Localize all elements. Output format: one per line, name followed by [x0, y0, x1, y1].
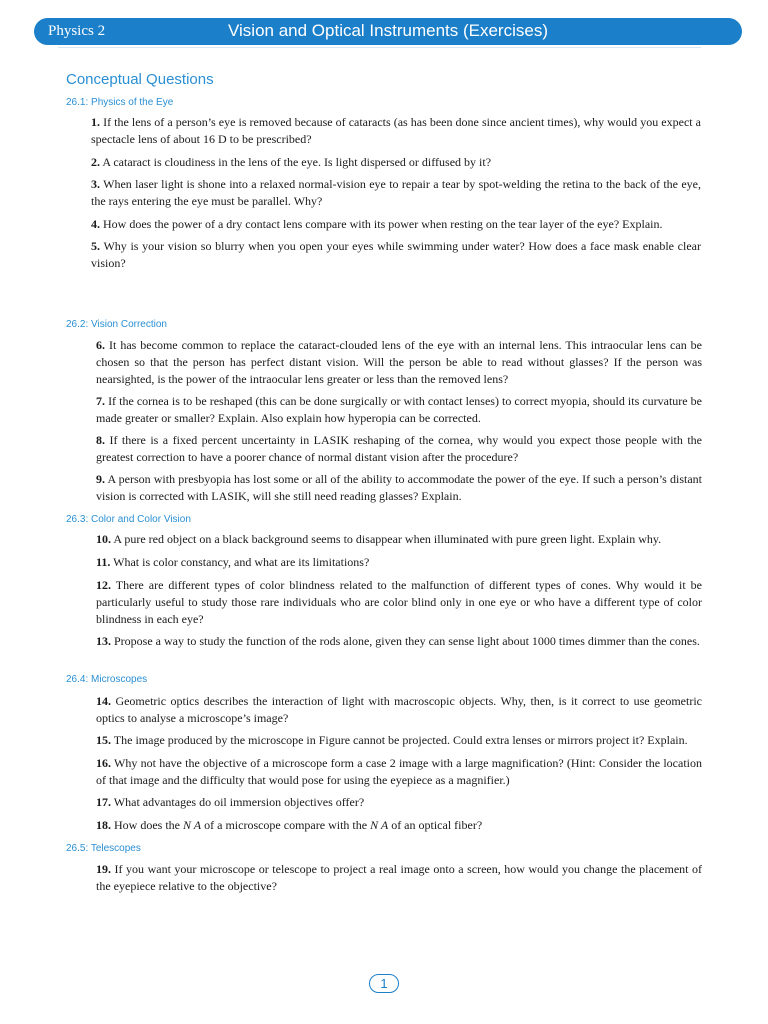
- question-number: 8.: [96, 433, 105, 447]
- question-number: 10.: [96, 532, 111, 546]
- question-13: [96, 633, 702, 650]
- question-number: 19.: [96, 862, 111, 876]
- question-text: A person with presbyopia has lost some or all of the ability to accommodate the power of the eye. If such a person’s distant vision is corrected with LASIK, will she still need reading glasses? Explain.: [96, 472, 702, 503]
- question-11: [96, 554, 702, 571]
- question-18: [96, 817, 702, 834]
- question-number: 18.: [96, 818, 111, 832]
- subsection-heading: 26.1: Physics of the Eye: [66, 97, 174, 108]
- question-19: [96, 861, 702, 895]
- question-text: If the lens of a person’s eye is removed because of cataracts (as has been done since ancient times), why would you expect a spectacle lens of about 16 D to be prescribed?: [91, 115, 702, 146]
- question-text: What is color constancy, and what are its limitations?: [113, 555, 370, 569]
- question-text: How does the: [114, 818, 183, 832]
- question-text: Why is your vision so blurry when you open your eyes while swimming under water? How does a face mask enable clear vision?: [91, 239, 701, 270]
- numerical-aperture-symbol: N A: [370, 818, 389, 832]
- question-text: How does the power of a dry contact lens compare with its power when resting on the tear layer of the eye? Explain.: [103, 217, 663, 231]
- page-number: 1: [369, 974, 399, 993]
- question-14: [96, 693, 702, 727]
- question-number: 4.: [91, 217, 100, 231]
- question-number: 12.: [96, 578, 111, 592]
- question-text: Geometric optics describes the interaction of light with macroscopic objects. Why, then, is it correct to use geometric optics to analyse a microscope’s image?: [96, 694, 702, 725]
- question-8: [96, 432, 702, 466]
- question-6: [96, 337, 702, 388]
- question-number: 14.: [96, 694, 111, 708]
- question-1: [91, 114, 701, 148]
- question-text: When laser light is shone into a relaxed normal-vision eye to repair a tear by spot-welding the retina to the back of the eye, the rays entering the eye must be parallel. Why?: [91, 177, 701, 208]
- question-text: If you want your microscope or telescope to project a real image onto a screen, how would you change the placement of the eyepiece relative to the objective?: [96, 862, 702, 893]
- question-2: [91, 154, 701, 171]
- question-12: [96, 577, 702, 628]
- question-number: 17.: [96, 795, 111, 809]
- question-text: If there is a fixed percent uncertainty in LASIK reshaping of the cornea, why would you expect those people with the greatest correction to have a poorer chance of normal distant vision after the procedure?: [96, 433, 702, 464]
- subsection-heading: 26.2: Vision Correction: [66, 319, 167, 330]
- question-10: [96, 531, 702, 548]
- header-title: Vision and Optical Instruments (Exercises): [228, 21, 548, 40]
- question-number: 9.: [96, 472, 105, 486]
- question-number: 7.: [96, 394, 105, 408]
- question-text: of a microscope compare with the: [201, 818, 371, 832]
- section-heading: Conceptual Questions: [66, 71, 214, 88]
- question-16: [96, 755, 702, 789]
- question-number: 1.: [91, 115, 100, 129]
- question-number: 6.: [96, 338, 105, 352]
- question-number: 5.: [91, 239, 100, 253]
- question-text: If the cornea is to be reshaped (this can be done surgically or with contact lenses) to correct myopia, should its curvature be made greater or smaller? Explain. Also explain how hyperopia can be corrected.: [96, 394, 702, 425]
- subsection-heading: 26.5: Telescopes: [66, 843, 141, 854]
- question-4: [91, 216, 701, 233]
- question-text: Propose a way to study the function of the rods alone, given they can sense light about 1000 times dimmer than the cones.: [114, 634, 700, 648]
- header-bar: [34, 18, 742, 45]
- question-17: [96, 794, 702, 811]
- question-5: [91, 238, 701, 272]
- question-text: It has become common to replace the cataract-clouded lens of the eye with an internal lens. This intraocular lens can be chosen so that the person has perfect distant vision. Will the person be able to read without glasses? If the person was nearsighted, is the power of the intraocular lens greater or less than the removed lens?: [96, 338, 703, 386]
- question-3: [91, 176, 701, 210]
- question-text: Why not have the objective of a microscope form a case 2 image with a large magnification? (Hint: Consider the location of that image and the difficulty that would pose for using the eyepiece as a magnifier.): [96, 756, 702, 787]
- subsection-heading: 26.4: Microscopes: [66, 674, 148, 685]
- header-subject: Physics 2: [48, 23, 106, 39]
- question-15: [96, 732, 702, 749]
- question-text: The image produced by the microscope in Figure cannot be projected. Could extra lenses or mirrors project it? Explain.: [113, 733, 688, 747]
- question-number: 3.: [91, 177, 100, 191]
- numerical-aperture-symbol: N A: [183, 818, 202, 832]
- question-text: What advantages do oil immersion objectives offer?: [113, 795, 365, 809]
- question-text: A cataract is cloudiness in the lens of the eye. Is light dispersed or diffused by it?: [102, 155, 492, 169]
- question-number: 11.: [96, 555, 111, 569]
- question-number: 2.: [91, 155, 100, 169]
- question-text: There are different types of color blindness related to the malfunction of different types of cones. Why would it be particularly useful to study those rare individuals who are color blind only in one eye or who have a different type of color blindness in each eye?: [96, 578, 702, 626]
- question-text: of an optical fiber?: [388, 818, 483, 832]
- question-number: 15.: [96, 733, 111, 747]
- question-9: [96, 471, 702, 505]
- question-number: 13.: [96, 634, 111, 648]
- question-7: [96, 393, 702, 427]
- question-number: 16.: [96, 756, 111, 770]
- question-text: A pure red object on a black background seems to disappear when illuminated with pure green light. Explain why.: [113, 532, 662, 546]
- header-divider: [58, 47, 701, 48]
- subsection-heading: 26.3: Color and Color Vision: [66, 514, 191, 525]
